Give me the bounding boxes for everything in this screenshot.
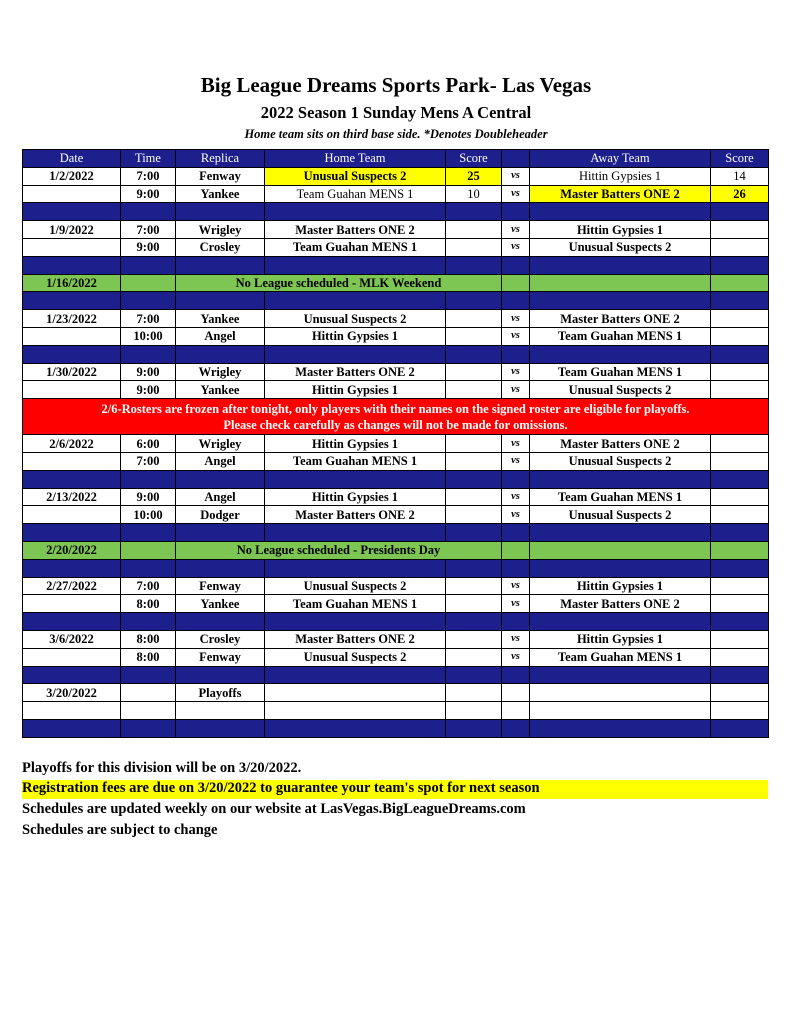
separator-cell	[502, 256, 530, 274]
separator-cell	[121, 345, 176, 363]
separator-cell	[265, 559, 446, 577]
home-score-cell	[446, 595, 502, 613]
vs-cell: vs	[502, 185, 530, 203]
vs-cell: vs	[502, 167, 530, 185]
date-cell: 2/6/2022	[23, 435, 121, 453]
separator-cell	[121, 719, 176, 737]
separator-cell	[502, 524, 530, 542]
home-team-cell: Unusual Suspects 2	[265, 167, 446, 185]
separator-row	[23, 666, 769, 684]
date-cell: 1/9/2022	[23, 221, 121, 239]
separator-cell	[711, 203, 769, 221]
separator-cell	[121, 666, 176, 684]
home-team-cell: Hittin Gypsies 1	[265, 381, 446, 399]
column-header	[502, 150, 530, 168]
away-score-cell	[711, 577, 769, 595]
away-score-cell	[711, 221, 769, 239]
home-score-cell	[446, 221, 502, 239]
separator-cell	[446, 613, 502, 631]
separator-cell	[530, 203, 711, 221]
time-cell: 7:00	[121, 221, 176, 239]
game-row	[23, 577, 769, 595]
separator-cell	[176, 666, 265, 684]
game-row	[23, 648, 769, 666]
separator-cell	[121, 256, 176, 274]
home-score-cell	[446, 310, 502, 328]
separator-cell	[176, 203, 265, 221]
field-cell: Crosley	[176, 238, 265, 256]
date-cell: 2/27/2022	[23, 577, 121, 595]
column-header: Score	[711, 150, 769, 168]
separator-cell	[446, 256, 502, 274]
separator-cell	[711, 613, 769, 631]
column-header: Time	[121, 150, 176, 168]
column-header: Away Team	[530, 150, 711, 168]
away-score-cell	[711, 488, 769, 506]
time-cell: 9:00	[121, 238, 176, 256]
separator-cell	[121, 613, 176, 631]
separator-cell	[530, 719, 711, 737]
game-row	[23, 238, 769, 256]
time-cell: 7:00	[121, 577, 176, 595]
away-score-cell	[711, 381, 769, 399]
separator-cell	[265, 719, 446, 737]
separator-cell	[265, 613, 446, 631]
vs-cell	[502, 541, 530, 559]
vs-cell: vs	[502, 310, 530, 328]
field-cell: Wrigley	[176, 221, 265, 239]
separator-cell	[176, 719, 265, 737]
separator-cell	[176, 524, 265, 542]
separator-cell	[23, 613, 121, 631]
vs-cell: vs	[502, 648, 530, 666]
playoffs-note: Playoffs for this division will be on 3/20/2022.	[22, 760, 302, 776]
date-cell	[23, 506, 121, 524]
separator-cell	[530, 559, 711, 577]
game-row	[23, 506, 769, 524]
separator-cell	[23, 203, 121, 221]
home-score-cell	[446, 648, 502, 666]
separator-cell	[502, 559, 530, 577]
away-team-cell: Hittin Gypsies 1	[530, 630, 711, 648]
home-team-cell: Hittin Gypsies 1	[265, 327, 446, 345]
separator-cell	[711, 256, 769, 274]
separator-cell	[711, 666, 769, 684]
field-cell: Fenway	[176, 577, 265, 595]
field-cell: Angel	[176, 452, 265, 470]
time-cell: 7:00	[121, 452, 176, 470]
registration-note: Registration fees are due on 3/20/2022 to guarantee your team's spot for next season	[22, 780, 768, 799]
away-team-cell: Team Guahan MENS 1	[530, 648, 711, 666]
separator-cell	[711, 524, 769, 542]
field-cell: Fenway	[176, 648, 265, 666]
home-score-cell	[446, 381, 502, 399]
home-score-cell	[446, 506, 502, 524]
home-team-cell: Unusual Suspects 2	[265, 577, 446, 595]
game-row	[23, 381, 769, 399]
field-cell: Fenway	[176, 167, 265, 185]
game-row	[23, 363, 769, 381]
home-team-cell	[265, 684, 446, 702]
separator-cell	[23, 719, 121, 737]
separator-cell	[446, 292, 502, 310]
away-team-cell: Hittin Gypsies 1	[530, 221, 711, 239]
home-team-cell: Master Batters ONE 2	[265, 221, 446, 239]
date-cell: 3/20/2022	[23, 684, 121, 702]
separator-cell	[446, 203, 502, 221]
page-title: Big League Dreams Sports Park- Las Vegas	[200, 73, 592, 97]
separator-cell	[530, 666, 711, 684]
separator-cell	[711, 292, 769, 310]
separator-cell	[176, 256, 265, 274]
field-cell: Angel	[176, 327, 265, 345]
separator-cell	[176, 470, 265, 488]
vs-cell: vs	[502, 363, 530, 381]
vs-cell	[502, 702, 530, 720]
separator-cell	[530, 524, 711, 542]
vs-cell: vs	[502, 630, 530, 648]
separator-cell	[176, 559, 265, 577]
separator-cell	[502, 292, 530, 310]
separator-cell	[265, 203, 446, 221]
vs-cell: vs	[502, 452, 530, 470]
home-team-cell: Master Batters ONE 2	[265, 363, 446, 381]
separator-cell	[502, 666, 530, 684]
date-cell	[23, 185, 121, 203]
separator-cell	[265, 292, 446, 310]
no-league-row	[23, 541, 769, 559]
date-cell: 2/13/2022	[23, 488, 121, 506]
home-score-cell	[446, 577, 502, 595]
home-score-cell	[446, 702, 502, 720]
time-cell: 8:00	[121, 630, 176, 648]
home-team-note: Home team sits on third base side. *Denotes Doubleheader	[244, 127, 548, 141]
separator-row	[23, 256, 769, 274]
separator-cell	[711, 470, 769, 488]
separator-cell	[530, 470, 711, 488]
column-header: Home Team	[265, 150, 446, 168]
date-cell: 1/30/2022	[23, 363, 121, 381]
date-cell: 1/2/2022	[23, 167, 121, 185]
home-score-cell	[446, 238, 502, 256]
separator-cell	[176, 292, 265, 310]
separator-cell	[23, 559, 121, 577]
away-team-cell: Unusual Suspects 2	[530, 238, 711, 256]
date-cell: 1/16/2022	[23, 274, 121, 292]
schedule-table	[22, 149, 769, 738]
away-score-cell	[711, 452, 769, 470]
separator-cell	[502, 613, 530, 631]
separator-cell	[265, 345, 446, 363]
vs-cell	[502, 684, 530, 702]
home-score-cell	[446, 684, 502, 702]
away-score-cell	[711, 435, 769, 453]
separator-cell	[265, 470, 446, 488]
separator-cell	[446, 559, 502, 577]
time-cell: 9:00	[121, 381, 176, 399]
separator-row	[23, 292, 769, 310]
date-cell	[23, 238, 121, 256]
page-subtitle: 2022 Season 1 Sunday Mens A Central	[260, 103, 532, 122]
website-note: Schedules are updated weekly on our website at LasVegas.BigLeagueDreams.com	[22, 801, 526, 817]
game-row	[23, 185, 769, 203]
away-team-cell: Master Batters ONE 2	[530, 310, 711, 328]
separator-row	[23, 719, 769, 737]
game-row	[23, 221, 769, 239]
separator-cell	[446, 345, 502, 363]
separator-cell	[265, 666, 446, 684]
home-score-cell	[446, 435, 502, 453]
separator-cell	[502, 470, 530, 488]
time-cell: 10:00	[121, 327, 176, 345]
date-cell	[23, 327, 121, 345]
separator-cell	[446, 666, 502, 684]
away-team-cell: Unusual Suspects 2	[530, 381, 711, 399]
separator-cell	[446, 470, 502, 488]
home-score-cell	[446, 488, 502, 506]
separator-cell	[23, 256, 121, 274]
away-score-cell	[711, 595, 769, 613]
home-score-cell	[446, 452, 502, 470]
field-cell: Yankee	[176, 381, 265, 399]
field-cell: Wrigley	[176, 363, 265, 381]
home-score-cell	[446, 363, 502, 381]
time-cell: 9:00	[121, 488, 176, 506]
separator-cell	[121, 524, 176, 542]
away-team-cell: Hittin Gypsies 1	[530, 577, 711, 595]
header-row	[23, 150, 769, 168]
away-score-cell: 26	[711, 185, 769, 203]
separator-cell	[265, 524, 446, 542]
separator-cell	[502, 203, 530, 221]
field-cell: Yankee	[176, 595, 265, 613]
game-row	[23, 630, 769, 648]
time-cell: 9:00	[121, 363, 176, 381]
field-cell: Wrigley	[176, 435, 265, 453]
separator-cell	[530, 292, 711, 310]
time-cell: 10:00	[121, 506, 176, 524]
date-cell	[23, 702, 121, 720]
away-team-cell	[530, 684, 711, 702]
home-team-cell: Hittin Gypsies 1	[265, 435, 446, 453]
game-row	[23, 327, 769, 345]
vs-cell: vs	[502, 577, 530, 595]
separator-cell	[23, 470, 121, 488]
roster-alert-line: Please check carefully as changes will not be made for omissions.	[223, 417, 568, 432]
roster-alert-row	[23, 399, 769, 435]
away-score-cell: 14	[711, 167, 769, 185]
time-cell	[121, 541, 176, 559]
time-cell: 8:00	[121, 648, 176, 666]
separator-row	[23, 613, 769, 631]
separator-row	[23, 345, 769, 363]
vs-cell: vs	[502, 506, 530, 524]
away-team-cell	[530, 702, 711, 720]
home-team-cell	[265, 702, 446, 720]
away-score-cell	[711, 541, 769, 559]
column-header: Date	[23, 150, 121, 168]
separator-row	[23, 470, 769, 488]
home-score-cell	[446, 327, 502, 345]
date-cell	[23, 648, 121, 666]
separator-cell	[502, 719, 530, 737]
separator-cell	[176, 345, 265, 363]
home-team-cell: Master Batters ONE 2	[265, 630, 446, 648]
home-team-cell: Unusual Suspects 2	[265, 310, 446, 328]
change-note: Schedules are subject to change	[22, 822, 218, 838]
away-score-cell	[711, 506, 769, 524]
date-cell	[23, 381, 121, 399]
away-team-cell: Master Batters ONE 2	[530, 185, 711, 203]
separator-cell	[711, 719, 769, 737]
time-cell: 7:00	[121, 167, 176, 185]
separator-cell	[530, 613, 711, 631]
separator-cell	[23, 345, 121, 363]
separator-cell	[530, 256, 711, 274]
date-cell: 2/20/2022	[23, 541, 121, 559]
home-team-cell: Master Batters ONE 2	[265, 506, 446, 524]
separator-cell	[23, 666, 121, 684]
time-cell	[121, 274, 176, 292]
separator-cell	[711, 345, 769, 363]
roster-alert	[23, 399, 769, 435]
date-cell: 3/6/2022	[23, 630, 121, 648]
separator-cell	[446, 524, 502, 542]
no-league-row	[23, 274, 769, 292]
away-score-cell	[711, 238, 769, 256]
home-team-cell: Hittin Gypsies 1	[265, 488, 446, 506]
field-cell	[176, 702, 265, 720]
away-score-cell	[711, 684, 769, 702]
away-score-cell	[711, 363, 769, 381]
game-row	[23, 452, 769, 470]
field-cell: Yankee	[176, 310, 265, 328]
game-row	[23, 488, 769, 506]
time-cell: 8:00	[121, 595, 176, 613]
date-cell: 1/23/2022	[23, 310, 121, 328]
game-row	[23, 310, 769, 328]
time-cell	[121, 684, 176, 702]
home-team-cell: Team Guahan MENS 1	[265, 595, 446, 613]
away-team-cell: Unusual Suspects 2	[530, 506, 711, 524]
separator-cell	[502, 345, 530, 363]
away-score-cell	[711, 274, 769, 292]
game-row	[23, 702, 769, 720]
separator-cell	[176, 613, 265, 631]
separator-cell	[23, 524, 121, 542]
no-league-note: No League scheduled - Presidents Day	[176, 541, 502, 559]
separator-cell	[530, 345, 711, 363]
time-cell	[121, 702, 176, 720]
away-score-cell	[711, 702, 769, 720]
field-cell: Yankee	[176, 185, 265, 203]
separator-cell	[446, 719, 502, 737]
vs-cell	[502, 274, 530, 292]
separator-cell	[711, 559, 769, 577]
game-row	[23, 684, 769, 702]
time-cell: 9:00	[121, 185, 176, 203]
home-score-cell	[446, 630, 502, 648]
no-league-note: No League scheduled - MLK Weekend	[176, 274, 502, 292]
separator-cell	[121, 292, 176, 310]
roster-alert-line: 2/6-Rosters are frozen after tonight, only players with their names on the signed roster are eligible for playoffs.	[101, 401, 690, 416]
away-score-cell	[711, 327, 769, 345]
away-team-cell	[530, 274, 711, 292]
field-cell: Dodger	[176, 506, 265, 524]
separator-row	[23, 559, 769, 577]
home-team-cell: Unusual Suspects 2	[265, 648, 446, 666]
vs-cell: vs	[502, 221, 530, 239]
away-team-cell: Team Guahan MENS 1	[530, 488, 711, 506]
vs-cell: vs	[502, 488, 530, 506]
vs-cell: vs	[502, 435, 530, 453]
away-team-cell: Team Guahan MENS 1	[530, 327, 711, 345]
away-team-cell	[530, 541, 711, 559]
time-cell: 7:00	[121, 310, 176, 328]
date-cell	[23, 452, 121, 470]
vs-cell: vs	[502, 327, 530, 345]
time-cell: 6:00	[121, 435, 176, 453]
game-row	[23, 595, 769, 613]
separator-row	[23, 524, 769, 542]
home-team-cell: Team Guahan MENS 1	[265, 452, 446, 470]
home-team-cell: Team Guahan MENS 1	[265, 238, 446, 256]
separator-cell	[23, 292, 121, 310]
separator-cell	[121, 470, 176, 488]
separator-cell	[121, 203, 176, 221]
away-team-cell: Team Guahan MENS 1	[530, 363, 711, 381]
away-score-cell	[711, 648, 769, 666]
separator-cell	[265, 256, 446, 274]
separator-row	[23, 203, 769, 221]
home-team-cell: Team Guahan MENS 1	[265, 185, 446, 203]
game-row	[23, 435, 769, 453]
away-team-cell: Master Batters ONE 2	[530, 435, 711, 453]
vs-cell: vs	[502, 595, 530, 613]
away-team-cell: Hittin Gypsies 1	[530, 167, 711, 185]
date-cell	[23, 595, 121, 613]
away-score-cell	[711, 630, 769, 648]
column-header: Score	[446, 150, 502, 168]
home-score-cell: 10	[446, 185, 502, 203]
away-team-cell: Unusual Suspects 2	[530, 452, 711, 470]
vs-cell: vs	[502, 381, 530, 399]
vs-cell: vs	[502, 238, 530, 256]
separator-cell	[121, 559, 176, 577]
away-team-cell: Master Batters ONE 2	[530, 595, 711, 613]
column-header: Replica	[176, 150, 265, 168]
game-row	[23, 167, 769, 185]
field-cell: Playoffs	[176, 684, 265, 702]
field-cell: Crosley	[176, 630, 265, 648]
away-score-cell	[711, 310, 769, 328]
home-score-cell: 25	[446, 167, 502, 185]
field-cell: Angel	[176, 488, 265, 506]
